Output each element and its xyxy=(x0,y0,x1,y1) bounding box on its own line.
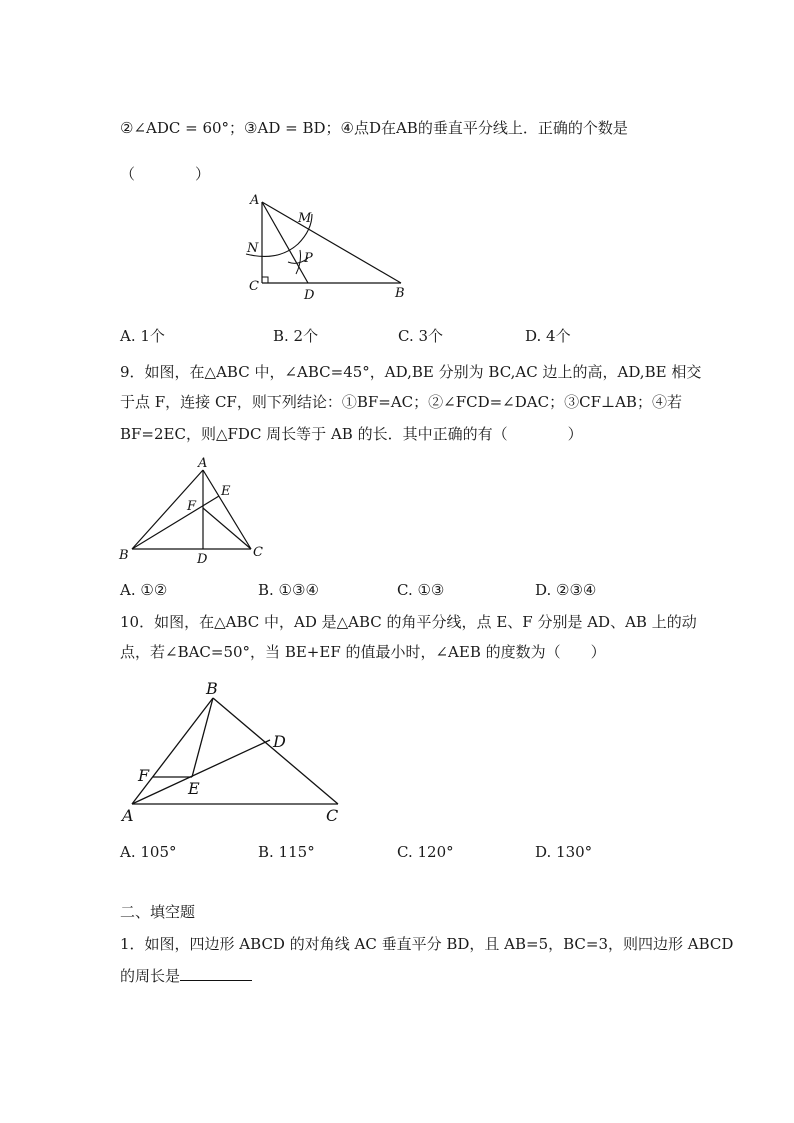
q8-stem-line1: ②∠ADC = 60°；③AD = BD；④点D在AB的垂直平分线上．正确的个数是 xyxy=(120,119,628,137)
q9-label-d: D xyxy=(197,552,208,567)
q9-label-f: F xyxy=(187,499,197,514)
q8-label-p: P xyxy=(304,251,313,266)
q9-option-d[interactable]: D. ②③④ xyxy=(535,581,597,599)
section2-q1-line2-text: 的周长是 xyxy=(120,967,181,985)
q8-label-b: B xyxy=(395,286,405,301)
q10-stem-line1: 10．如图，在△ABC 中，AD 是△ABC 的角平分线，点 E、F 分别是 AD、AB 上的动 xyxy=(120,613,697,631)
q9-option-a[interactable]: A. ①② xyxy=(120,581,168,599)
q10-stem-line2: 点，若∠BAC=50°，当 BE+EF 的值最小时，∠AEB 的度数为（ ） xyxy=(120,643,606,661)
q10-label-c: C xyxy=(326,806,339,825)
q9-label-a: A xyxy=(198,456,208,471)
q9-label-c: C xyxy=(253,545,263,560)
q8-label-d: D xyxy=(304,288,315,303)
q10-option-b[interactable]: B. 115° xyxy=(258,843,315,861)
q8-option-c[interactable]: C. 3个 xyxy=(398,327,444,345)
q10-label-b: B xyxy=(206,679,218,698)
q8-stem-line2: （ ） xyxy=(120,165,211,183)
q10-bisector-ad xyxy=(132,740,270,804)
q8-option-a[interactable]: A. 1个 xyxy=(120,327,165,345)
q8-label-c: C xyxy=(249,279,259,294)
q10-figure xyxy=(116,674,356,830)
q9-figure xyxy=(112,452,282,568)
q9-side-ac xyxy=(203,470,251,549)
q9-stem-line1: 9．如图，在△ABC 中，∠ABC=45°，AD,BE 分别为 BC,AC 边上的高，AD,BE 相交 xyxy=(120,363,702,381)
q10-side-bc xyxy=(213,698,338,804)
q9-option-b[interactable]: B. ①③④ xyxy=(258,581,319,599)
q8-label-a: A xyxy=(250,193,260,208)
q9-label-b: B xyxy=(119,548,129,563)
q10-label-e: E xyxy=(188,779,200,798)
q9-stem-line3: BF=2EC，则△FDC 周长等于 AB 的长．其中正确的有（ ） xyxy=(120,425,583,443)
q10-label-d: D xyxy=(273,732,286,751)
q10-option-c[interactable]: C. 120° xyxy=(397,843,454,861)
q8-label-m: M xyxy=(298,211,312,226)
q9-option-c[interactable]: C. ①③ xyxy=(397,581,445,599)
q10-option-d[interactable]: D. 130° xyxy=(535,843,593,861)
q9-altitude-be xyxy=(132,496,219,549)
q10-label-a: A xyxy=(122,806,134,825)
q10-label-f: F xyxy=(138,766,150,785)
q10-side-ab xyxy=(132,698,213,804)
q8-option-b[interactable]: B. 2个 xyxy=(273,327,319,345)
q10-option-a[interactable]: A. 105° xyxy=(120,843,177,861)
section2-q1-line1: 1．如图，四边形 ABCD 的对角线 AC 垂直平分 BD，且 AB=5，BC=3，则四边形 ABCD xyxy=(120,935,734,953)
q9-label-e: E xyxy=(221,484,231,499)
q9-stem-line2: 于点 F，连接 CF，则下列结论：①BF=AC；②∠FCD=∠DAC；③CF⊥AB；④若 xyxy=(120,393,682,411)
q8-side-ab xyxy=(262,202,401,283)
q10-segment-be xyxy=(192,698,213,777)
section2-heading: 二、填空题 xyxy=(120,903,196,921)
q8-right-angle-mark xyxy=(262,277,268,283)
answer-blank[interactable] xyxy=(180,966,252,981)
q8-figure xyxy=(238,188,418,304)
q8-option-d[interactable]: D. 4个 xyxy=(525,327,571,345)
q8-label-n: N xyxy=(247,241,259,256)
section2-q1-line2 xyxy=(120,966,252,986)
q9-segment-cf xyxy=(203,508,251,549)
